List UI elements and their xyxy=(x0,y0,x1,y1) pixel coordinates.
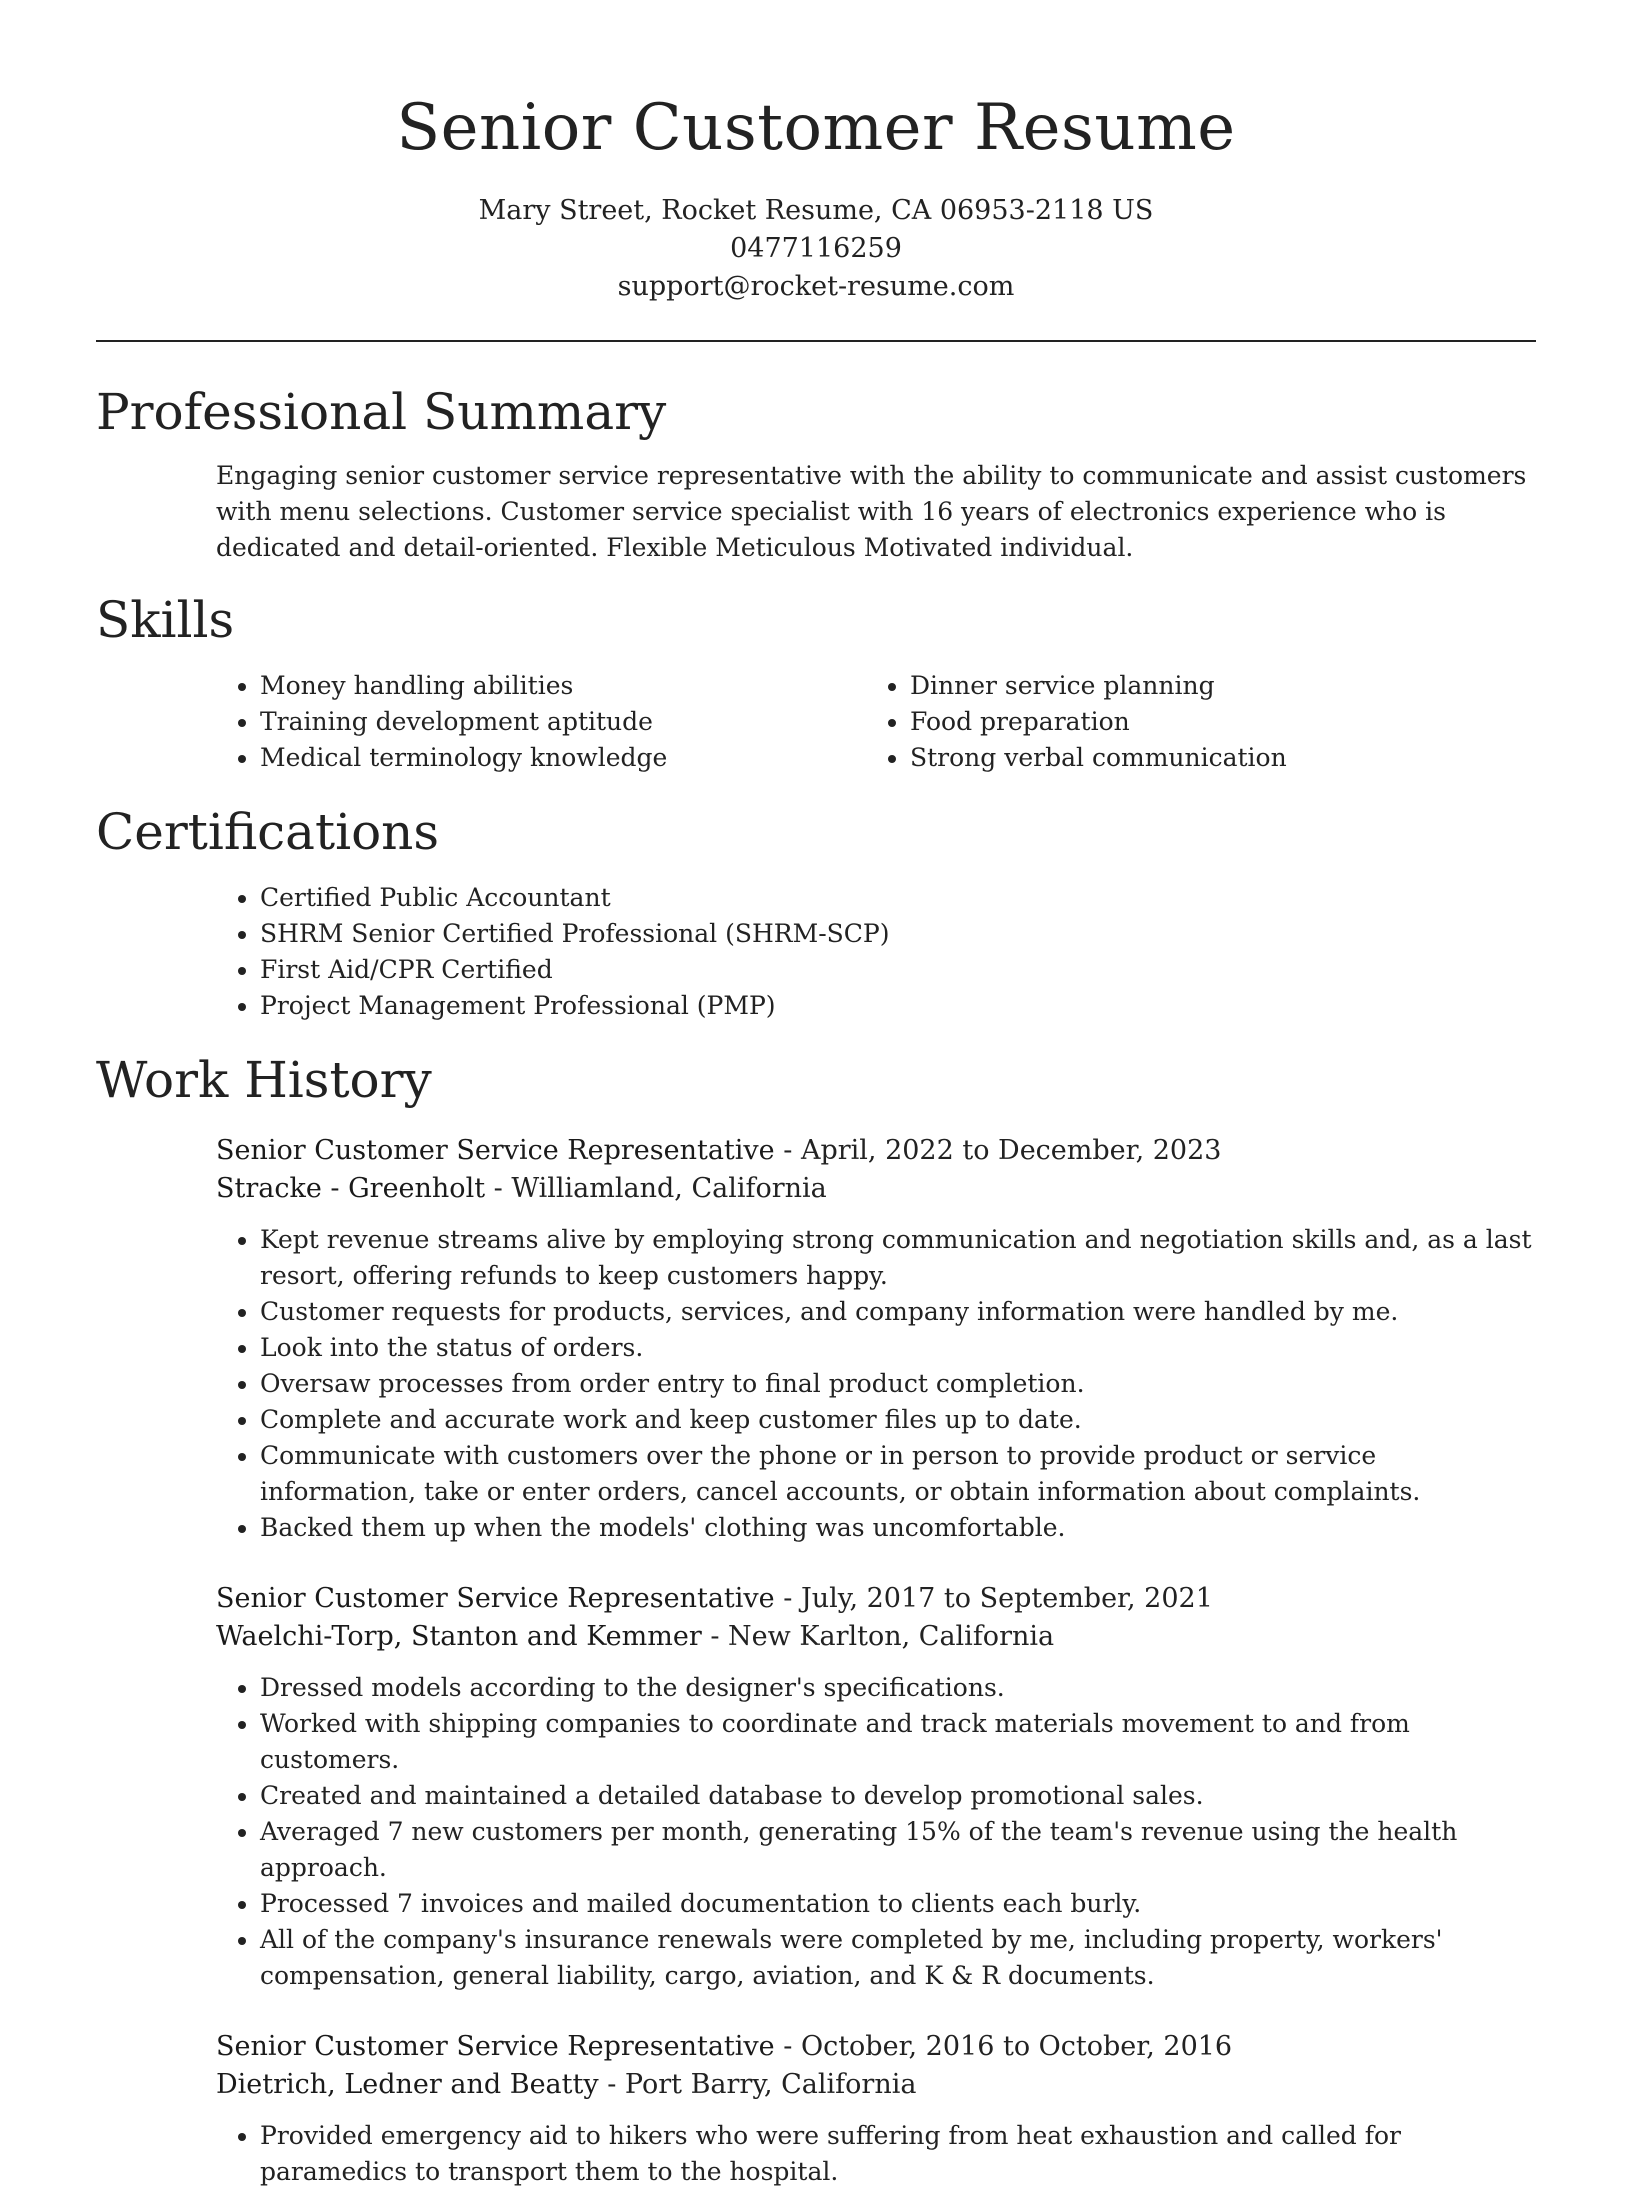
job-entry xyxy=(216,1132,1536,1546)
job-bullet: • Customer requests for products, services, and company information were handled by me. xyxy=(260,1294,1536,1330)
job-bullet: • Complete and accurate work and keep customer files up to date. xyxy=(260,1402,1536,1438)
contact-address: Mary Street, Rocket Resume, CA 06953-2118 US xyxy=(478,195,1154,226)
job-title-line xyxy=(216,1580,1536,1618)
skill-item: • Strong verbal communication xyxy=(910,740,1516,776)
job-location: - Williamland, California xyxy=(485,1173,827,1204)
resume-page xyxy=(96,0,1536,2190)
job-bullet: • Look into the status of orders. xyxy=(260,1330,1536,1366)
work-history-heading: Work History xyxy=(96,1051,432,1109)
job-title: Senior Customer Service Representative xyxy=(216,2031,775,2062)
skills-heading: Skills xyxy=(96,591,235,649)
job-company: Waelchi-Torp, Stanton and Kemmer xyxy=(216,1621,702,1652)
job-title: Senior Customer Service Representative xyxy=(216,1583,775,1614)
job-company-line xyxy=(216,2066,1536,2104)
certification-item: • Project Management Professional (PMP) xyxy=(260,988,1536,1024)
contact-info xyxy=(96,192,1536,306)
job-title-line xyxy=(216,2028,1536,2066)
job-entry xyxy=(216,1580,1536,1994)
skills-column-right xyxy=(866,668,1516,776)
job-dates: - October, 2016 to October, 2016 xyxy=(774,2031,1233,2062)
job-bullet: • Communicate with customers over the phone or in person to provide product or service information, take or enter orders, cancel accounts, or obtain information about complaints. xyxy=(260,1438,1536,1510)
skill-item: • Dinner service planning xyxy=(910,668,1516,704)
job-title: Senior Customer Service Representative xyxy=(216,1135,775,1166)
job-bullet: • Provided emergency aid to hikers who were suffering from heat exhaustion and called for paramedics to transport them to the hospital. xyxy=(260,2118,1536,2190)
skill-item: • Medical terminology knowledge xyxy=(260,740,866,776)
job-dates: - April, 2022 to December, 2023 xyxy=(774,1135,1222,1166)
certification-item: • First Aid/CPR Certified xyxy=(260,952,1536,988)
job-bullet: • Backed them up when the models' clothing was uncomfortable. xyxy=(260,1510,1536,1546)
job-bullet: • Worked with shipping companies to coordinate and track materials movement to and from customers. xyxy=(260,1706,1536,1778)
job-location: - Port Barry, California xyxy=(598,2069,917,2100)
contact-phone: 0477116259 xyxy=(730,233,902,264)
contact-email: support@rocket-resume.com xyxy=(617,271,1015,302)
certification-item: • Certified Public Accountant xyxy=(260,880,1536,916)
resume-header xyxy=(96,0,1536,306)
job-title-line xyxy=(216,1132,1536,1170)
job-company: Stracke - Greenholt xyxy=(216,1173,486,1204)
job-bullet: • Kept revenue streams alive by employing strong communication and negotiation skills and, as a last resort, offering refunds to keep customers happy. xyxy=(260,1222,1536,1294)
resume-title: Senior Customer Resume xyxy=(396,91,1236,165)
job-dates: - July, 2017 to September, 2021 xyxy=(774,1583,1213,1614)
job-bullet: • Averaged 7 new customers per month, generating 15% of the team's revenue using the health approach. xyxy=(260,1814,1536,1886)
skill-item: • Training development aptitude xyxy=(260,704,866,740)
job-company: Dietrich, Ledner and Beatty xyxy=(216,2069,599,2100)
skills-column-left xyxy=(216,668,866,776)
job-entry xyxy=(216,2028,1536,2190)
job-company-line xyxy=(216,1618,1536,1656)
job-bullet: • Oversaw processes from order entry to final product completion. xyxy=(260,1366,1536,1402)
job-bullet: • Created and maintained a detailed database to develop promotional sales. xyxy=(260,1778,1536,1814)
summary-heading: Professional Summary xyxy=(96,383,667,441)
job-bullet: • Dressed models according to the designer's specifications. xyxy=(260,1670,1536,1706)
job-bullet: • All of the company's insurance renewals were completed by me, including property, workers' compensation, general liability, cargo, aviation, and K & R documents. xyxy=(260,1922,1536,1994)
skill-item: • Money handling abilities xyxy=(260,668,866,704)
header-divider xyxy=(96,340,1536,342)
certification-item: • SHRM Senior Certified Professional (SHRM-SCP) xyxy=(260,916,1536,952)
job-bullet: • Processed 7 invoices and mailed documentation to clients each burly. xyxy=(260,1886,1536,1922)
job-company-line xyxy=(216,1170,1536,1208)
summary-text: Engaging senior customer service representative with the ability to communicate and assist customers with menu selections. Customer service specialist with 16 years of electronics experience who is dedicated and detail-oriented. Flexible Meticulous Motivated individual. xyxy=(216,461,1527,562)
certifications-list xyxy=(216,880,1536,1024)
skill-item: • Food preparation xyxy=(910,704,1516,740)
certifications-heading: Certifications xyxy=(96,803,440,861)
job-location: - New Karlton, California xyxy=(701,1621,1055,1652)
skills-grid xyxy=(216,668,1536,776)
